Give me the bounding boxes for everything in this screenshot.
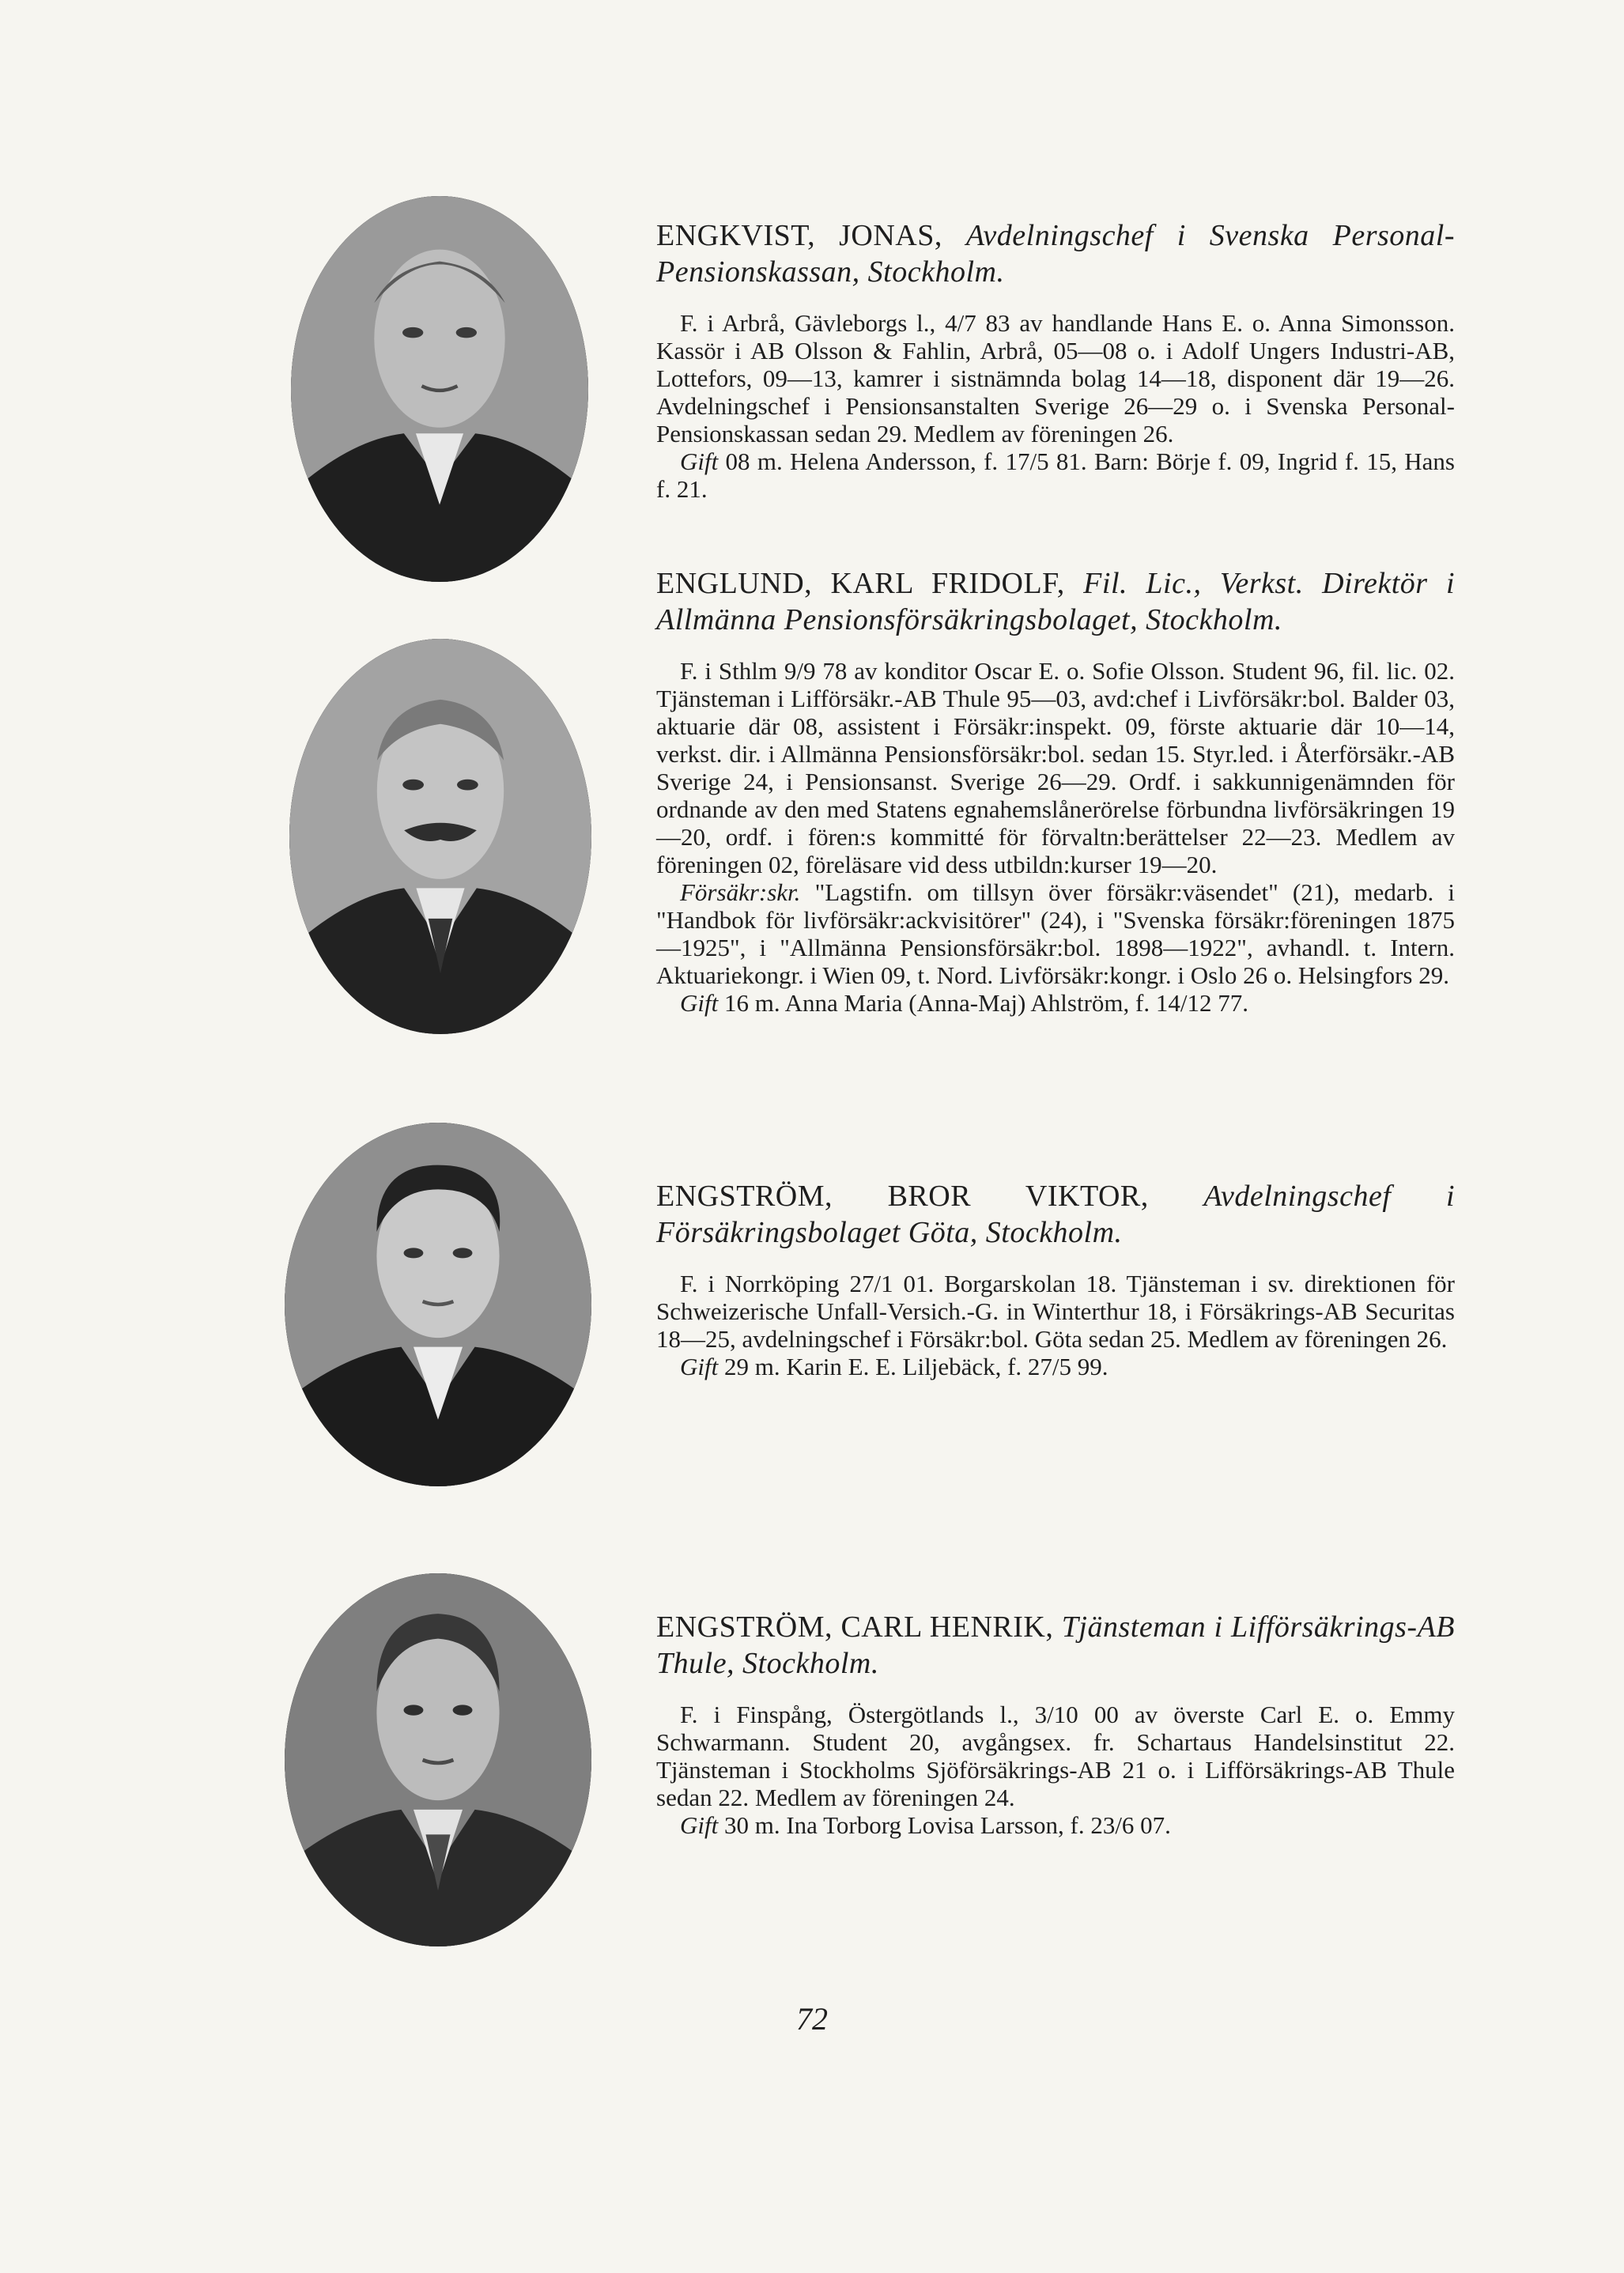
portrait-photo-engkvist [291,196,588,582]
entry-body: F. i Sthlm 9/9 78 av konditor Oscar E. o. Sofie Olsson. Student 96, fil. lic. 02. Tjänsteman i Lifförsäkr.-AB Thule 95—03, avd:chef i Livförsäkr:bol. Balder 03, aktuarie där 08, assistent i Försäkr:inspekt. 09, förste aktuarie där 10—14, verkst. dir. i Allmänna Pensionsförsäkr:bol. sedan 15. Styr.led. i Återförsäkr.-AB Sverige 24, i Pensionsanst. Sverige 26—29. Ordf. i sakkunnigenämnden för ordnande av den med Statens egnahemslånerörelse förbundna livförsäkringen 19—20, ordf. i fören:s kommitté för förvaltn:berättelser 22—23. Medlem av föreningen 02, föreläsare vid dess utbildn:kurser 19—20. [656,657,1455,878]
portrait-figure [291,196,588,582]
portrait-figure [285,1573,591,1946]
biography-entry [656,1178,1455,1380]
biography-entry [656,565,1455,1017]
entry-body: F. i Arbrå, Gävleborgs l., 4/7 83 av handlande Hans E. o. Anna Simonsson. Kassör i AB Olsson & Fahlin, Arbrå, 05—08 o. i Adolf Ungers Industri-AB, Lottefors, 09—13, kamrer i sistnämnda bolag 14—18, disponent där 19—26. Avdelningschef i Pensionsanstalten Sverige 26—29 o. i Svenska Personal-Pensionskassan sedan 29. Medlem av föreningen 26. [656,309,1455,447]
portrait-photo-engstrom-bror [285,1123,591,1486]
entry-marriage [656,1811,1455,1839]
portrait-photo-engstrom-carl [285,1573,591,1946]
entry-title: Tjänsteman i Lifförsäkrings-AB Thule, Stockholm. [656,1610,1455,1680]
entry-heading [656,1178,1455,1251]
entry-title: Fil. Lic., Verkst. Direktör i Allmänna Pensionsförsäkringsbolaget, Stockholm. [656,567,1455,636]
entry-name: ENGKVIST, JONAS, [656,219,942,252]
entry-body: F. i Norrköping 27/1 01. Borgarskolan 18. Tjänsteman i sv. direktionen för Schweizerische Unfall-Versich.-G. in Winterthur 18, i Försäkrings-AB Securitas 18—25, avdelningschef i Försäkr:bol. Göta sedan 25. Medlem av föreningen 26. [656,1270,1455,1353]
portrait-figure [285,1123,591,1486]
marriage-label: Gift [680,989,719,1017]
entry-title: Avdelningschef i Försäkringsbolaget Göta, Stockholm. [656,1180,1455,1249]
publications-label: Försäkr:skr. [680,878,801,906]
biography-entry [656,217,1455,503]
entry-name: ENGSTRÖM, BROR VIKTOR, [656,1180,1149,1213]
publications-text: "Lagstifn. om tillsyn över försäkr:väsendet" (21), medarb. i "Handbok för livförsäkr:ackvisitörer" (24), i "Svenska försäkr:föreningen 1875—1925", i "Allmänna Pensionsförsäkr:bol. 1898—1922", avhandl. t. Intern. Aktuariekongr. i Wien 09, t. Nord. Livförsäkr:kongr. i Oslo 26 o. Helsingfors 29. [656,878,1456,989]
entry-name: ENGSTRÖM, CARL HENRIK, [656,1610,1054,1644]
entry-heading [656,1609,1455,1682]
biography-entry [656,1609,1455,1839]
entry-marriage [656,447,1455,503]
entry-publications [656,878,1455,989]
entry-heading [656,565,1455,638]
portrait-photo-englund [289,639,591,1034]
marriage-text: 30 m. Ina Torborg Lovisa Larsson, f. 23/6 07. [723,1811,1171,1839]
marriage-text: 08 m. Helena Andersson, f. 17/5 81. Barn: Börje f. 09, Ingrid f. 15, Hans f. 21. [656,447,1455,503]
entry-marriage [656,1353,1455,1380]
entry-name: ENGLUND, KARL FRIDOLF, [656,567,1065,600]
portrait-figure [289,639,591,1034]
marriage-text: 29 m. Karin E. E. Liljebäck, f. 27/5 99. [723,1353,1108,1380]
marriage-text: 16 m. Anna Maria (Anna-Maj) Ahlström, f. 14/12 77. [723,989,1248,1017]
entry-body: F. i Finspång, Östergötlands l., 3/10 00 av överste Carl E. o. Emmy Schwarmann. Student 20, avgångsex. fr. Schartaus Handelsinstitut 22. Tjänsteman i Stockholms Sjöförsäkrings-AB 21 o. i Lifförsäkrings-AB Thule sedan 22. Medlem av föreningen 24. [656,1701,1455,1811]
marriage-label: Gift [680,1353,719,1380]
entry-marriage [656,989,1455,1017]
page-number: 72 [796,2001,828,2037]
entry-title: Avdelningschef i Svenska Personal-Pensionskassan, Stockholm. [656,219,1455,289]
marriage-label: Gift [680,447,719,475]
marriage-label: Gift [680,1811,719,1839]
entry-heading [656,217,1455,290]
